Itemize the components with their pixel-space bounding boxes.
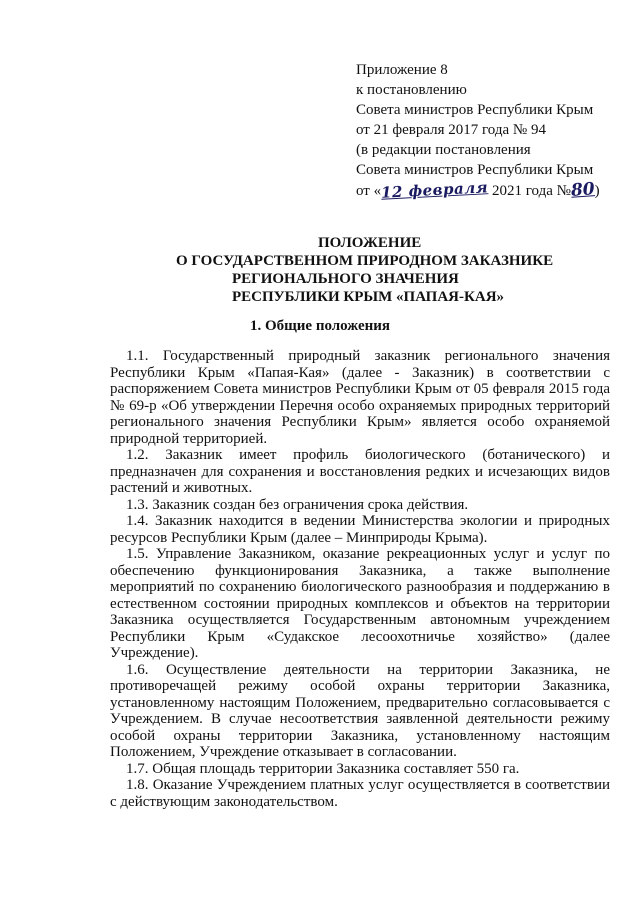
appendix-line-date: [356, 180, 600, 200]
title-line: О ГОСУДАРСТВЕННОМ ПРИРОДНОМ ЗАКАЗНИКЕ: [176, 253, 554, 269]
handwritten-date: 12 февраля: [380, 178, 489, 202]
paragraph: 1.5. Управление Заказником, оказание рекреационных услуг и услуг по обеспечению функционирования Заказника, а также выполнение мероприятий по сохранению биологического разнообразия и поддержанию в естественном состоянии природных комплексов и объектов на территории Заказника осуществляется Государственным автономным учреждением Республики Крым «Судакское лесоохотничье хозяйство» (далее Учреждение).: [110, 546, 610, 661]
paragraph: 1.1. Государственный природный заказник регионального значения Республики Крым «Папая-Кая» (далее - Заказник) в соответствии с распоряжением Совета министров Республики Крым от 05 февраля 2015 года № 69-р «Об утверждении Перечня особо охраняемых природных территорий регионального значения Республики Крым» является особо охраняемой природной территорией.: [110, 348, 610, 447]
handwritten-number: 80: [570, 179, 596, 201]
appendix-date-middle: 2021 года №: [488, 183, 571, 199]
paragraph: 1.7. Общая площадь территории Заказника составляет 550 га.: [126, 760, 520, 777]
appendix-line: Совета министров Республики Крым: [356, 102, 594, 118]
title-line: ПОЛОЖЕНИЕ: [318, 235, 422, 251]
paragraph: 1.8. Оказание Учреждением платных услуг осуществляется в соответствии с действующим законодательством.: [110, 777, 610, 810]
paragraph: 1.2. Заказник имеет профиль биологического (ботанического) и предназначен для сохранения и восстановления редких и исчезающих видов растений и животных.: [110, 447, 610, 496]
appendix-date-suffix: ): [594, 183, 600, 199]
appendix-date-prefix: от «: [356, 183, 382, 199]
appendix-line: к постановлению: [356, 82, 467, 98]
document-body: [110, 348, 610, 810]
paragraph: 1.6. Осуществление деятельности на территории Заказника, не противоречащей режиму особой охраны территории Заказника, установленному настоящим Положением, предварительно согласовывается с Учреждением. В случае несоответствия заявленной деятельности режиму особой охраны территории Заказника, установленному настоящим Положением, Учреждение отказывает в согласовании.: [110, 661, 610, 760]
paragraph: 1.3. Заказник создан без ограничения срока действия.: [126, 496, 469, 513]
title-line: РЕГИОНАЛЬНОГО ЗНАЧЕНИЯ: [232, 271, 459, 287]
section-heading: 1. Общие положения: [249, 318, 391, 334]
appendix-block: [356, 60, 600, 200]
appendix-line: (в редакции постановления: [356, 142, 531, 158]
appendix-line: Приложение 8: [356, 62, 448, 78]
title-line: РЕСПУБЛИКИ КРЫМ «ПАПАЯ-КАЯ»: [232, 289, 505, 305]
appendix-line: от 21 февраля 2017 года № 94: [356, 122, 546, 138]
paragraph: 1.4. Заказник находится в ведении Министерства экологии и природных ресурсов Республики Крым (далее – Минприроды Крыма).: [110, 513, 610, 546]
appendix-line: Совета министров Республики Крым: [356, 162, 594, 178]
